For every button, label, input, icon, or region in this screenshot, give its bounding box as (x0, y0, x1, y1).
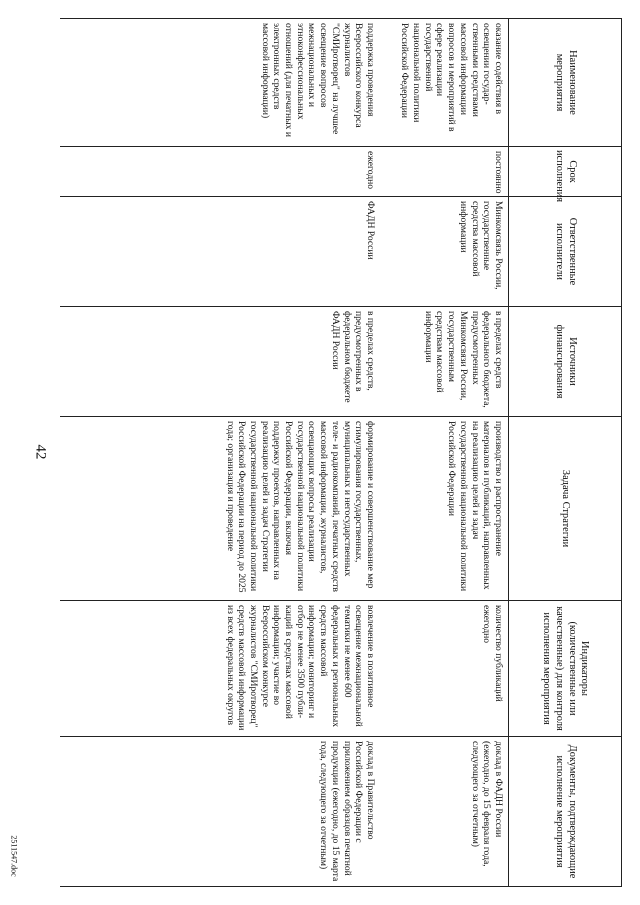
header-cell: Срок исполнения (509, 147, 622, 197)
table-cell: ФАДН России (60, 197, 380, 307)
table-cell: в пределах средств федерального бюджета, предусмотренных Минкомсвязи России, государственным средствам массовой информации (380, 307, 509, 417)
table-cell: вовлечение в позитивное освещение межнациональной тематики не менее 600 федеральных и региональных средств массовой информации; мониторинг и отбор не менее 3500 публи-каций в средствах массовой информации; участие во Всероссийском конкурсе журналистов "СМИротворец" средств массовой информации из всех федеральных округов (60, 601, 380, 737)
table-cell: поддержка проведения Всероссийского конкурса журналистов "СМИротворец" на лучшее освещение вопросов межнациональных и этноконфессиональных отношений (для печатных и электронных средств массовой информации) (60, 19, 380, 147)
rotated-table-container (64, 18, 622, 886)
table-cell: оказание содействия в освещении государ-ственными средствами массовой информации вопросов и мероприятий в сфере реализации государственной национальной политики Российской Федерации (380, 19, 509, 147)
page-number: 42 (32, 444, 49, 460)
table-row (60, 19, 380, 887)
measures-table (60, 18, 622, 887)
table-row (380, 19, 509, 887)
table-cell: производство и распространение материалов и публикаций, направленных на реализацию целей и задач государственной национальной политики Российской Федерации (380, 417, 509, 601)
table-cell: доклад в Правительство Российской Федерации с приложением образцов печатной продукции (ежегодно, до 15 марта года, следующего за отчетным) (60, 737, 380, 887)
table-cell: ежегодно (60, 147, 380, 197)
table-cell: Минкомсвязь России, государственные средства массовой информации (380, 197, 509, 307)
table-cell: количество публикаций ежегодно (380, 601, 509, 737)
header-cell: Индикаторы (количественные или качественные) для контроля исполнения мероприятия (509, 601, 622, 737)
table-header-row (509, 19, 622, 887)
header-cell: Источники финансирования (509, 307, 622, 417)
header-cell: Задача Стратегии (509, 417, 622, 601)
document-code: 2511547.doc (9, 835, 19, 877)
table-cell: формирование и совершенствование мер стимулирования государственных, муниципальных и негосударственных теле- и радиокомпаний, печатных средств массовой информации, журналистов, освещающих вопросы реализации государственной национальной политики Российской Федерации, включая поддержку проектов, направленных на реализацию целей и задач Стратегии государственной национальной политики Российской Федерации на период до 2025 года; организация и проведение (60, 417, 380, 601)
header-cell: Наименование мероприятия (509, 19, 622, 147)
header-cell: Документы, подтверждающие исполнение мероприятия (509, 737, 622, 887)
table-cell: доклад в ФАДН России (ежегодно, до 15 февраля года, следующего за отчетным) (380, 737, 509, 887)
table-cell: постоянно (380, 147, 509, 197)
table-cell: в пределах средств, предусмотренных в федеральном бюджете ФАДН России (60, 307, 380, 417)
header-cell: Ответственные исполнители (509, 197, 622, 307)
